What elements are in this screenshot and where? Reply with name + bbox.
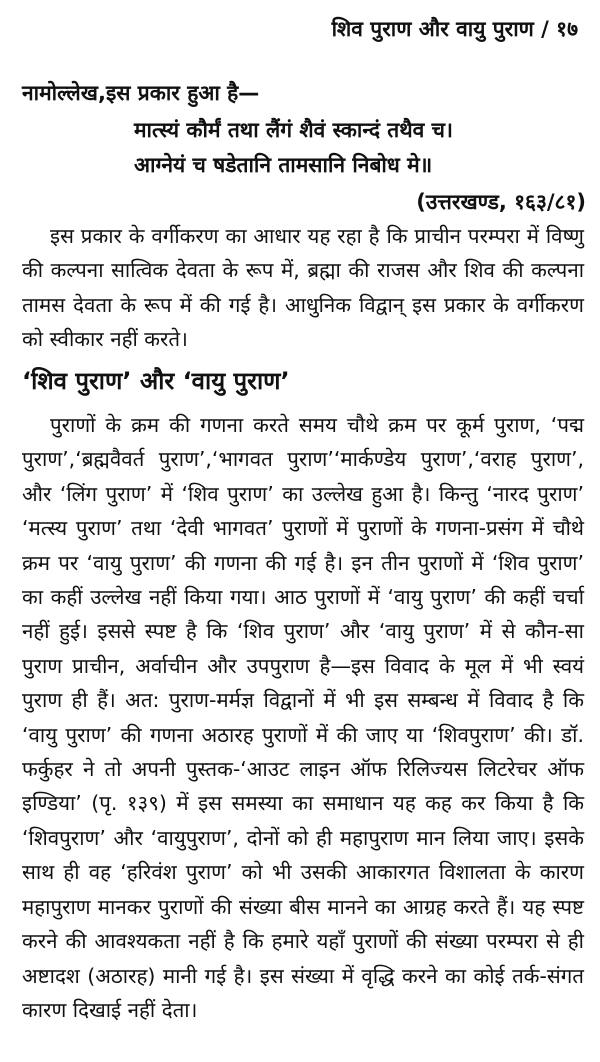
running-head: शिव पुराण और वायु पुराण / १७ — [331, 17, 578, 41]
verse-line-1: मात्स्यं कौर्मं तथा लैंगं शैवं स्कान्दं तथैव च। — [134, 118, 453, 142]
paragraph-classification-basis: इस प्रकार के वर्गीकरण का आधार यह रहा है कि प्राचीन परम्परा में विष्णु की कल्पना सात्विक देवता के रूप में, ब्रह्मा की राजस और शिव की कल्पना तामस देवता के रूप में की गई है। आधुनिक विद्वान् इस प्रकार के वर्गीकरण को स्वीकार नहीं करते। — [22, 224, 584, 352]
verse-citation: (उत्तरखण्ड, १६३/८१) — [416, 190, 586, 214]
paragraph-purana-debate: पुराणों के क्रम की गणना करते समय चौथे क्रम पर कूर्म पुराण, ‘पद्म पुराण’,‘ब्रह्मवैवर्त पुराण’,‘भागवत पुराण’‘मार्कण्डेय पुराण’,‘वराह पुराण’, और ‘लिंग पुराण’ में ‘शिव पुराण’ का उल्लेख हुआ है। किन्तु ‘नारद पुराण’ ‘मत्स्य पुराण’ तथा ‘देवी भागवत’ पुराणों में पुराणों के गणना-प्रसंग में चौथे क्रम पर ‘वायु पुराण’ की गणना की गई है। इन तीन पुराणों में ‘शिव पुराण’ का कहीं उल्लेख नहीं किया गया। आठ पुराणों में ‘वायु पुराण’ की कहीं चर्चा नहीं हुई। इससे स्पष्ट है कि ‘शिव पुराण’ और ‘वायु पुराण’ में से कौन-सा पुराण प्राचीन, अर्वाचीन और उपपुराण है—इस विवाद के मूल में भी स्वयं पुराण ही हैं। अत: पुराण-मर्मज्ञ विद्वानों में भी इस सम्बन्ध में विवाद है कि ‘वायु पुराण’ की गणना अठारह पुराणों में की जाए या ‘शिवपुराण’ की। डॉ. फर्कुहर ने तो अपनी पुस्तक-‘आउट लाइन ऑफ रिलिज्यस लिटरेचर ऑफ इण्डिया’ (पृ. १३९) में इस समस्या का समाधान यह कह कर किया है कि ‘शिवपुराण’ और ‘वायुपुराण’, दोनों को ही महापुराण मान लिया जाए। इसके साथ ही वह ‘हरिवंश पुराण’ को भी उसकी आकारगत विशालता के कारण महापुराण मानकर पुराणों की संख्या बीस मानने का आग्रह करते हैं। यह स्पष्ट करने की आवश्यकता नहीं है कि हमारे यहाँ पुराणों की संख्या परम्परा से ही अष्टादश (अठारह) मानी गई है। इस संख्या में वृद्धि करने का कोई तर्क-संगत कारण दिखाई नहीं देता। — [22, 413, 584, 1022]
intro-line: नामोल्लेख,इस प्रकार हुआ है— — [22, 81, 260, 105]
section-heading: ‘शिव पुराण’ और ‘वायु पुराण’ — [22, 367, 290, 395]
verse-line-2: आग्नेयं च षडेतानि तामसानि निबोध मे॥ — [134, 153, 433, 177]
